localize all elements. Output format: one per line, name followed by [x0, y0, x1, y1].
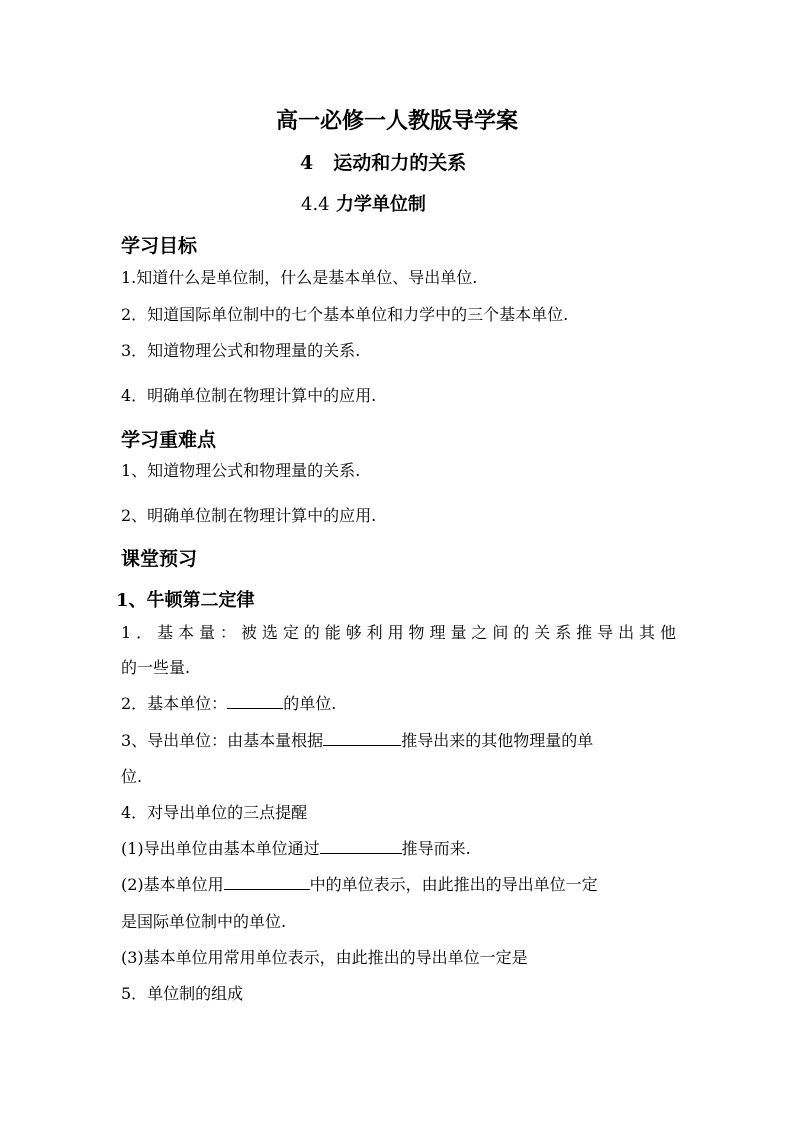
- chapter-heading: [300, 148, 466, 175]
- paragraph-text: (1)导出单位由基本单位通过: [121, 839, 320, 858]
- section-name: 力学单位制: [335, 194, 426, 215]
- objectives-heading: 学习目标: [121, 235, 198, 257]
- section-number: 4.4: [301, 194, 330, 215]
- paragraph-basic-quantity: 1．基本量：被选定的能够利用物理量之间的关系推导出其他: [121, 623, 677, 642]
- paragraph-basic-quantity-cont: 的一些量.: [121, 658, 191, 677]
- fill-blank[interactable]: [323, 731, 401, 746]
- paragraph-derived-unit: [121, 728, 677, 751]
- paragraph-unit-system: 5．单位制的组成: [121, 984, 244, 1003]
- fill-blank[interactable]: [224, 875, 310, 890]
- fill-blank[interactable]: [320, 839, 402, 854]
- objective-item: 1.知道什么是单位制，什么是基本单位、导出单位.: [121, 268, 478, 287]
- paragraph-reminders: 4．对导出单位的三点提醒: [121, 803, 308, 822]
- reminder-2-cont: 是国际单位制中的单位.: [121, 912, 287, 931]
- chapter-name: 运动和力的关系: [333, 152, 467, 174]
- key-point-item: 2、明确单位制在物理计算中的应用.: [121, 506, 377, 525]
- key-points-heading: 学习重难点: [121, 429, 217, 451]
- paragraph-basic-unit: [121, 691, 336, 714]
- paragraph-text: 3、导出单位：由基本量根据: [121, 731, 324, 750]
- document-title: 高一必修一人教版导学案: [275, 108, 518, 134]
- paragraph-text: 2．基本单位：: [121, 694, 228, 713]
- paragraph-text: 推导而来.: [401, 839, 471, 858]
- objective-item: 4．明确单位制在物理计算中的应用.: [121, 386, 377, 405]
- objective-item: 3．知道物理公式和物理量的关系.: [121, 341, 361, 360]
- reminder-3: (3)基本单位用常用单位表示，由此推出的导出单位一定是: [121, 948, 528, 967]
- preview-heading: 课堂预习: [121, 548, 198, 570]
- key-point-item: 1、知道物理公式和物理量的关系.: [121, 461, 361, 480]
- chapter-number: 4: [300, 152, 314, 174]
- paragraph-text: 中的单位表示，由此推出的导出单位一定: [309, 875, 598, 894]
- paragraph-text: 的单位.: [283, 694, 337, 713]
- reminder-1: [121, 836, 471, 859]
- section-heading: [301, 190, 426, 216]
- objective-item: 2．知道国际单位制中的七个基本单位和力学中的三个基本单位.: [121, 305, 569, 324]
- preview-subheading: 1、牛顿第二定律: [116, 590, 255, 611]
- fill-blank[interactable]: [227, 694, 283, 709]
- reminder-2: [121, 872, 598, 895]
- paragraph-text: (2)基本单位用: [121, 875, 224, 894]
- paragraph-derived-unit-cont: 位.: [121, 767, 143, 786]
- paragraph-text: 推导出来的其他物理量的单: [401, 731, 594, 750]
